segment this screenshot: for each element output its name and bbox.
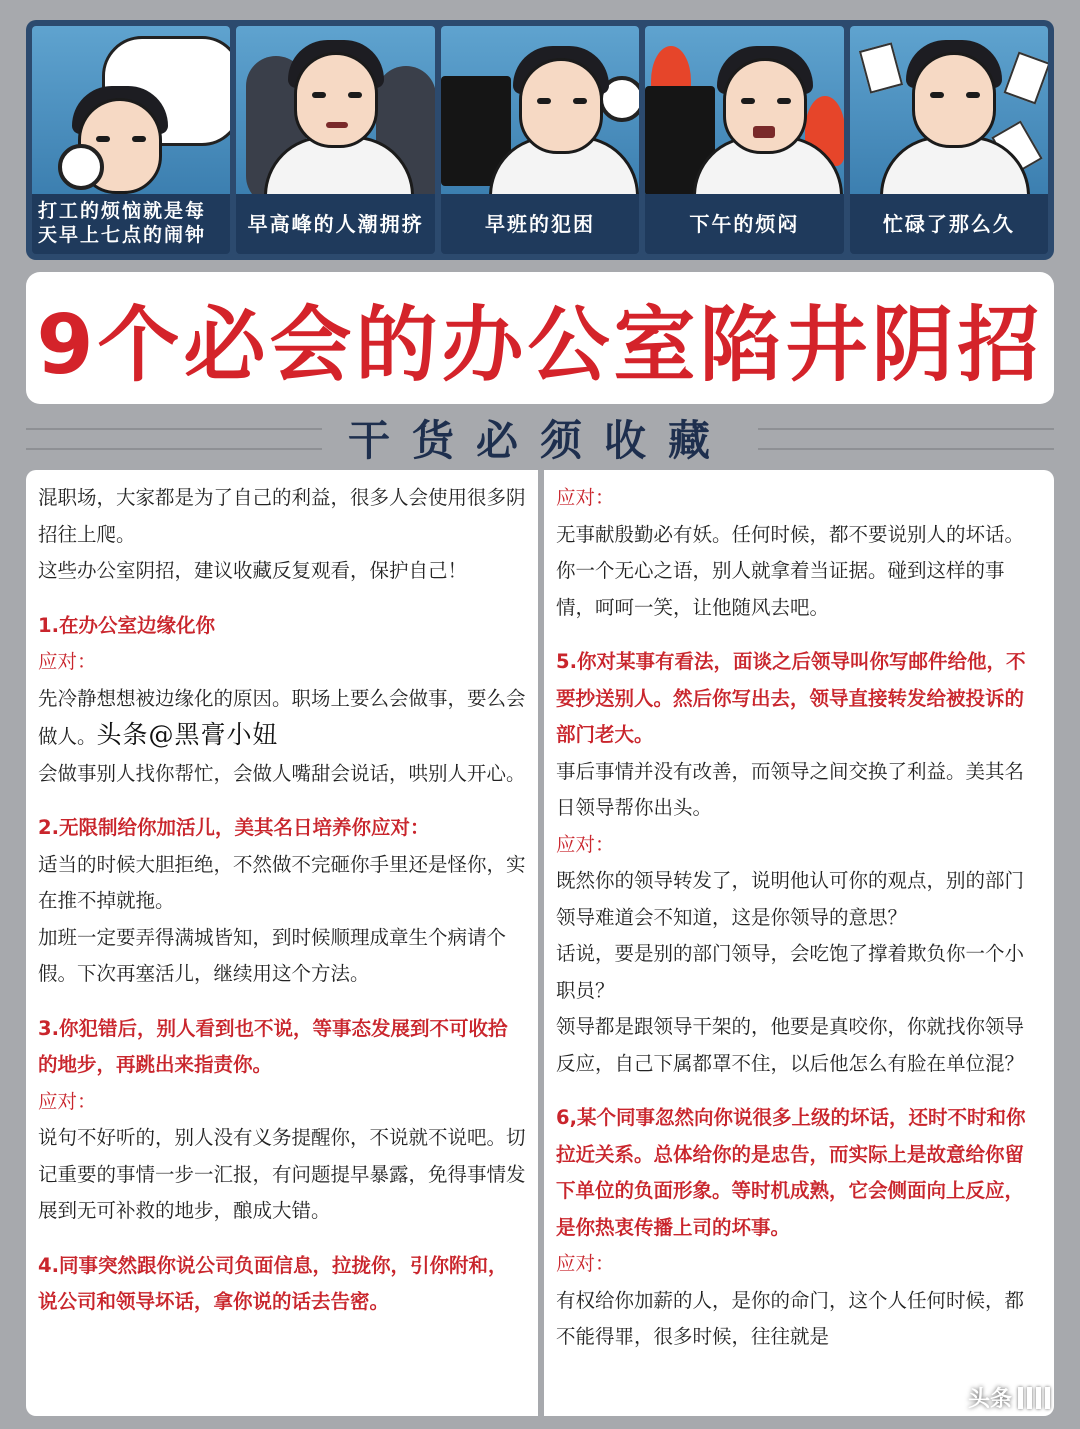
intro-paragraph: 这些办公室阴招，建议收藏反复观看，保护自己！: [38, 559, 468, 582]
paragraph: 加班一定要弄得满城皆知，到时候顺理成章生个病请个假。下次再塞活儿，继续用这个方法。: [38, 925, 507, 985]
section-heading: 5.你对某事有看法，面谈之后领导叫你写邮件给他，不要抄送别人。然后你写出去，领导直接转发给被投诉的部门老大。: [556, 650, 1026, 746]
paragraph: 先冷静想想被边缘化的原因。职场上要么会做事，要么会做人。头条@黑膏小妞: [38, 686, 526, 749]
paragraph: 适当的时候大胆拒绝，不然做不完砸你手里还是怪你，实在推不掉就拖。: [38, 852, 526, 912]
paragraph: 会做事别人找你帮忙，会做人嘴甜会说话，哄别人开心。: [38, 761, 526, 785]
sleepy-illustration: [441, 26, 639, 194]
response-label: 应对：: [556, 486, 615, 509]
section-heading: 2.无限制给你加活儿，美其名日培养你应对：: [38, 816, 430, 839]
section-heading: 1.在办公室边缘化你: [38, 613, 215, 637]
alarm-clock-icon: [58, 144, 104, 190]
panel-caption: 早高峰的人潮拥挤: [247, 211, 424, 236]
paragraph: 话说，要是别的部门领导，会吃饱了撑着欺负你一个小职员？: [556, 942, 1025, 1002]
irritated-illustration: [645, 26, 843, 194]
panel-caption: 打工的烦恼就是每 天早上七点的闹钟: [38, 200, 207, 246]
response-label: 应对：: [38, 1089, 97, 1113]
paragraph: 既然你的领导转发了，说明他认可你的观点，别的部门领导难道会不知道，这是你领导的意思？: [556, 869, 1025, 929]
comic-panel-irritated: [645, 26, 843, 254]
paragraph: 有权给你加薪的人，是你的命门，这个人任何时候，都不能得罪，很多时候，往往就是: [556, 1288, 1025, 1348]
response-label: 应对：: [556, 1252, 615, 1275]
panel-caption: 下午的烦闷: [689, 211, 800, 236]
panel-caption: 忙碌了那么久: [882, 211, 1015, 236]
paragraph: 事后事情并没有改善，而领导之间交换了利益。美其名日领导帮你出头。: [556, 759, 1025, 819]
subtitle-band: [26, 410, 1054, 466]
right-column: [544, 470, 1054, 1416]
crowd-illustration: [236, 26, 434, 194]
paragraph: 说句不好听的，别人没有义务提醒你，不说就不说吧。切记重要的事情一步一汇报，有问题提早暴露，免得事情发展到无可补救的地步，酿成大错。: [38, 1126, 526, 1222]
response-label: 应对：: [38, 650, 97, 673]
comic-panel-crowd: [236, 26, 434, 254]
comic-panel-sleepy: [441, 26, 639, 254]
author-watermark: 头条@黑膏小妞: [96, 720, 279, 749]
panel-caption: 早班的犯困: [485, 211, 596, 236]
left-column: [26, 470, 538, 1416]
title-box: [26, 272, 1054, 404]
busy-illustration: [850, 26, 1048, 194]
comic-panel-busy: [850, 26, 1048, 254]
section-heading: 3.你犯错后，别人看到也不说，等事态发展到不可收拾的地步，再跳出来指责你。: [38, 1016, 508, 1076]
footer-watermark: 头条: [968, 1382, 1050, 1413]
intro-paragraph: 混职场，大家都是为了自己的利益，很多人会使用很多阴招往上爬。: [38, 486, 526, 546]
alarm-illustration: [32, 26, 230, 194]
section-heading: 4.同事突然跟你说公司负面信息，拉拢你，引你附和，说公司和领导坏话，拿你说的话去告密。: [38, 1253, 508, 1313]
paragraph: 无事献殷勤必有妖。任何时候，都不要说别人的坏话。你一个无心之语，别人就拿着当证据。碰到这样的事情，呵呵一笑，让他随风去吧。: [556, 522, 1025, 619]
subtitle: 干货必须收藏: [322, 408, 758, 468]
comic-panel-alarm: [32, 26, 230, 254]
page-title: 9个必会的办公室陷井阴招: [36, 297, 1044, 393]
paragraph: 领导都是跟领导干架的，他要是真咬你，你就找你领导反应，自己下属都罩不住，以后他怎么有脸在单位混？: [556, 1015, 1025, 1075]
comic-strip: [26, 20, 1054, 260]
section-heading: 6,某个同事忽然向你说很多上级的坏话，还时不时和你拉近关系。总体给你的是忠告，而实际上是故意给你留下单位的负面形象。等时机成熟，它会侧面向上反应，是你热衷传播上司的坏事。: [556, 1106, 1026, 1239]
response-label: 应对：: [556, 832, 615, 856]
watermark-bars-icon: [1018, 1387, 1050, 1409]
